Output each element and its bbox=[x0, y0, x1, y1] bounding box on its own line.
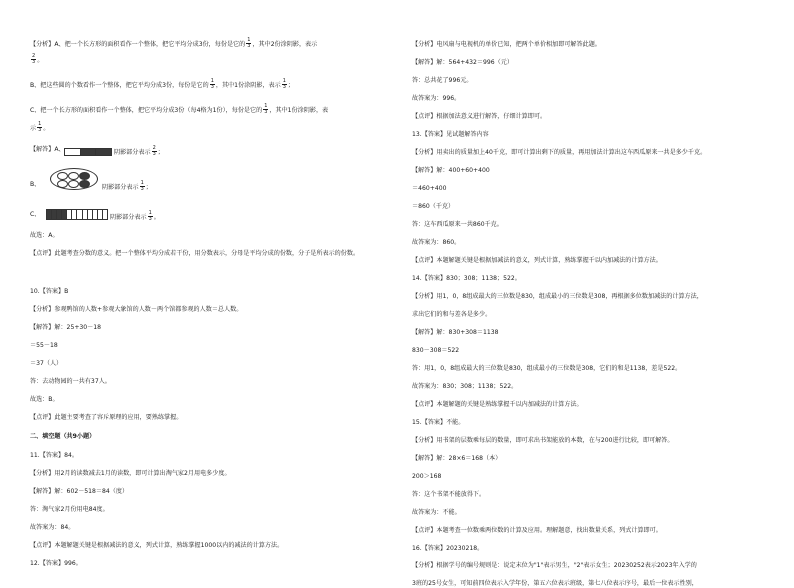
fraction: $\frac{1}{3}$ bbox=[38, 121, 42, 134]
q11-solve: 【解答】解：602－518＝84（度） bbox=[30, 488, 129, 495]
circle-shape bbox=[57, 180, 68, 188]
fraction: $\frac{1}{3}$ bbox=[247, 37, 251, 50]
q15-fill: 故答案为：不能。 bbox=[412, 509, 461, 516]
analysis-8-a-fraction: $\frac{2}{3}$ 。 bbox=[32, 53, 44, 66]
answer-8-b-tail: 阴影部分表示 $\frac{1}{3}$ ； bbox=[102, 180, 152, 193]
q10-solve-3: ＝37（人） bbox=[30, 360, 63, 367]
q13-solve-1: 【解答】解：400+60+400 bbox=[412, 167, 490, 174]
fraction: $\frac{1}{3}$ bbox=[140, 180, 144, 193]
fraction: $\frac{1}{3}$ bbox=[148, 210, 152, 223]
q15-result: 答：这个书架不能放得下。 bbox=[412, 491, 486, 498]
q10-choose: 故选：B。 bbox=[30, 396, 59, 403]
q15-analysis: 【分析】用书架的层数乘每层的数量，即可求出书架能放的本数，在与200进行比较，即可解答。 bbox=[412, 437, 674, 444]
q14-result: 答：用1，0，8组成最大的三位数是830，组成最小的三位数是308，它们的和是1138，差是522。 bbox=[412, 365, 682, 372]
answer-8-b: B、 bbox=[30, 181, 41, 188]
answer-8-c: C、 bbox=[30, 211, 41, 218]
answer-8-a: 【解答】A、 bbox=[30, 146, 65, 153]
q13-solve-2: ＝460+400 bbox=[412, 185, 447, 192]
q12-comment: 【点评】根据加法意义进行解答，仔细计算即可。 bbox=[412, 113, 547, 120]
q11-result: 答：淘气家2月份用电84度。 bbox=[30, 506, 109, 513]
q10-result: 答：去动物园的一共有37人。 bbox=[30, 378, 111, 385]
q11-answer: 11.【答案】84。 bbox=[30, 452, 78, 459]
q16-analysis-1: 【分析】根据学号的编号规则是：说定末位为"1"表示男生，"2"表示女生；20230252表示2023年入学的 bbox=[412, 562, 697, 569]
q13-fill: 故答案为：860。 bbox=[412, 239, 461, 246]
circle-shape-shaded bbox=[79, 172, 90, 180]
q12-fill: 故答案为：996。 bbox=[412, 95, 461, 102]
q12-analysis: 【分析】电风扇与电视机的单价已知，把两个单价相加即可解答此题。 bbox=[412, 41, 601, 48]
grid-diagram-c bbox=[46, 209, 108, 220]
fraction: $\frac{2}{3}$ bbox=[32, 53, 36, 66]
bar-diagram-a bbox=[64, 148, 112, 156]
circle-shape-shaded bbox=[79, 180, 90, 188]
fraction: $\frac{2}{3}$ bbox=[152, 145, 156, 158]
section-title: 二、填空题（共9小题） bbox=[30, 433, 96, 440]
q14-comment: 【点评】本题解题的关键是熟练掌握千以内加减法的计算方法。 bbox=[412, 401, 583, 408]
q10-solve-1: 【解答】解：25+30－18 bbox=[30, 324, 102, 331]
q14-analysis-2: 求出它们的和与差各是多少。 bbox=[412, 311, 492, 318]
comment-8: 【点评】此题考查分数的意义。把一个整体平均分成若干份，用分数表示，分母是平均分成的份数，分子是所表示的份数。 bbox=[30, 250, 360, 257]
q13-answer: 13.【答案】见试题解答内容 bbox=[412, 131, 489, 138]
q14-analysis-1: 【分析】用1，0，8组成最大的三位数是830，组成最小的三位数是308，再根据多位数加减法的计算方法， bbox=[412, 293, 703, 300]
q11-analysis: 【分析】用2月的读数减去1月的读数，即可计算出淘气家2月用电多少度。 bbox=[30, 470, 231, 477]
q10-analysis: 【分析】参观鸭馆的人数+参观大象馆的人数－两个馆都参观的人数＝总人数。 bbox=[30, 306, 243, 313]
q14-answer: 14.【答案】830；308；1138；522。 bbox=[412, 275, 521, 282]
q13-comment: 【点评】本题解题关键是根据加减法的意义，列式计算，熟练掌握千以内加减法的计算方法。 bbox=[412, 257, 662, 264]
q12-answer: 12.【答案】996。 bbox=[30, 560, 82, 567]
q15-solve-1: 【解答】解：28×6＝168（本） bbox=[412, 455, 502, 462]
analysis-8-a: 【分析】A、把一个长方形的面积看作一个整体，把它平均分成3份，每份是它的 $\frac{1}{3}$ ，其中2份涂阴影，表示 bbox=[30, 37, 318, 50]
circle-shape bbox=[68, 172, 79, 180]
q11-fill: 故答案为：84。 bbox=[30, 524, 75, 531]
choose-8: 故选：A。 bbox=[30, 232, 59, 239]
q13-result: 答：这车西瓜原来一共860千克。 bbox=[412, 221, 503, 228]
q14-solve-2: 830－308＝522 bbox=[412, 347, 460, 354]
q13-solve-3: ＝860（千克） bbox=[412, 203, 455, 210]
q12-result: 答：总共花了996元。 bbox=[412, 77, 473, 84]
q16-analysis-2: 3班的25号女生，可知前四位表示入学年份，第五六位表示班级，第七八位表示序号，最后一位表示性别， bbox=[412, 580, 698, 587]
analysis-8-c: C、把一个长方形的面积看作一个整体，把它平均分成3份（每4格为1份），每份是它的 $\frac{1}{3}$ ，其中1份涂阴影，表 bbox=[30, 103, 329, 116]
circle-shape bbox=[68, 180, 79, 188]
q12-solve: 【解答】解：564+432＝996（元） bbox=[412, 59, 513, 66]
q14-solve-1: 【解答】解：830+308＝1138 bbox=[412, 329, 499, 336]
q15-comment: 【点评】本题考查一位数乘两位数的计算及应用。理解题意，找出数量关系，列式计算即可。 bbox=[412, 527, 662, 534]
q15-solve-2: 200＞168 bbox=[412, 473, 442, 480]
fraction: $\frac{1}{3}$ bbox=[264, 103, 268, 116]
q13-analysis: 【分析】用卖出的质量加上40千克，即可计算出剩下的质量，再用加法计算出这车西瓜原来一共是多少千克。 bbox=[412, 149, 707, 156]
answer-8-a-tail: 阴影部分表示 $\frac{2}{3}$ ； bbox=[114, 145, 164, 158]
q10-comment: 【点评】此题主要考查了容斥原理的应用，要熟练掌握。 bbox=[30, 414, 183, 421]
analysis-8-c-cont: 示 $\frac{1}{3}$ 。 bbox=[30, 121, 50, 134]
q10-answer: 10.【答案】B bbox=[30, 288, 69, 295]
circle-shape bbox=[57, 172, 68, 180]
fraction: $\frac{1}{3}$ bbox=[282, 78, 286, 91]
q14-fill: 故答案为：830；308；1138；522。 bbox=[412, 383, 518, 390]
analysis-8-b: B、把这些圆的个数看作一个整体，把它平均分成3份，每份是它的 $\frac{1}{3}$ ，其中1份涂阴影，表示 $\frac{1}{3}$ ； bbox=[30, 78, 294, 91]
q16-answer: 16.【答案】20230218。 bbox=[412, 545, 484, 552]
fraction: $\frac{1}{3}$ bbox=[210, 78, 214, 91]
q11-comment: 【点评】本题解题关键是根据减法的意义，列式计算，熟练掌握1000以内的减法的计算方法。 bbox=[30, 542, 284, 549]
answer-8-c-tail: 阴影部分表示 $\frac{1}{3}$ 。 bbox=[110, 210, 160, 223]
q15-answer: 15.【答案】不能。 bbox=[412, 419, 465, 426]
q10-solve-2: ＝55－18 bbox=[30, 342, 58, 349]
